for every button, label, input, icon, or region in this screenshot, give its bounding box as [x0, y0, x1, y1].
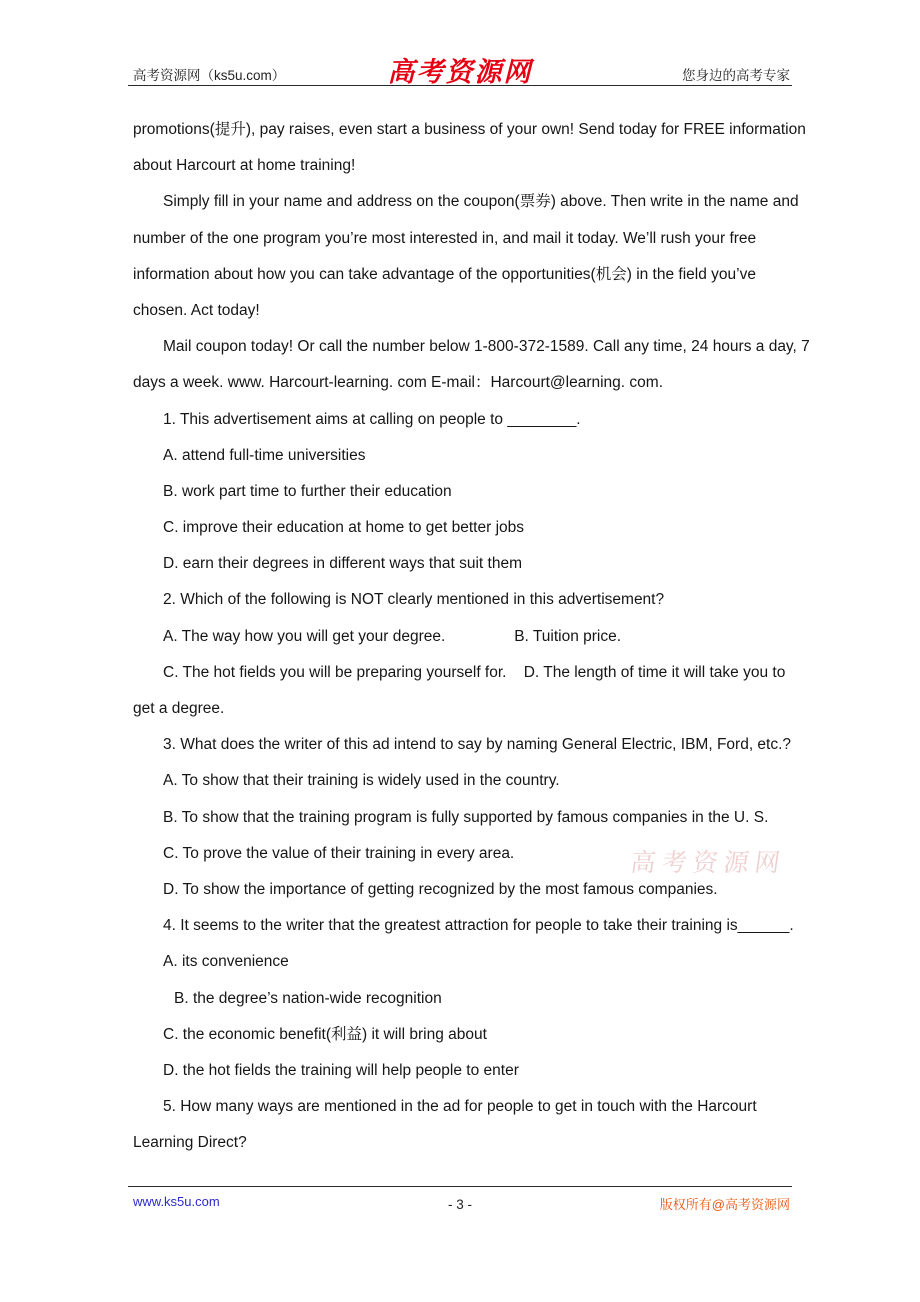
option-line: A. To show that their training is widely used in the country.	[163, 772, 560, 790]
question-line: 2. Which of the following is NOT clearly mentioned in this advertisement?	[163, 591, 665, 609]
text-line: number of the one program you’re most interested in, and mail it today. We’ll rush your free	[133, 229, 757, 247]
option-line: A. attend full-time universities	[163, 446, 366, 464]
text-line: about Harcourt at home training!	[133, 157, 356, 175]
site-logo: 高考资源网	[387, 57, 533, 87]
text-line: days a week. www. Harcourt-learning. com E-mail：Harcourt@learning. com.	[133, 374, 663, 392]
option-line: D. To show the importance of getting recognized by the most famous companies.	[163, 880, 718, 898]
watermark: 高考资源网	[628, 850, 788, 877]
text-line: Simply fill in your name and address on the coupon(票券) above. Then write in the name and	[163, 193, 799, 211]
option-line: B. To show that the training program is fully supported by famous companies in the U. S.	[163, 808, 769, 826]
text-line: promotions(提升), pay raises, even start a business of your own! Send today for FREE information	[133, 121, 806, 138]
header-site-name: 高考资源网（ks5u.com）	[133, 68, 286, 83]
option-line: B. the degree’s nation-wide recognition	[174, 989, 442, 1007]
option-line: D. earn their degrees in different ways that suit them	[163, 555, 522, 573]
question-line: 4. It seems to the writer that the greatest attraction for people to take their training is______.	[163, 917, 794, 935]
text-line: information about how you can take advantage of the opportunities(机会) in the field you’ve	[133, 265, 756, 283]
option-line: D. the hot fields the training will help people to enter	[163, 1061, 519, 1079]
page-number: - 3 -	[447, 1197, 472, 1212]
option-line: B. work part time to further their education	[163, 482, 452, 500]
text-line: Mail coupon today! Or call the number below 1-800-372-1589. Call any time, 24 hours a day, 7	[163, 338, 810, 356]
question-line: 1. This advertisement aims at calling on people to ________.	[163, 410, 581, 428]
option-line: C. improve their education at home to get better jobs	[163, 519, 525, 537]
option-line: C. To prove the value of their training in every area.	[163, 844, 515, 862]
header-divider	[128, 85, 792, 86]
option-line: C. The hot fields you will be preparing yourself for. D. The length of time it will take you to	[163, 663, 786, 681]
question-line: 3. What does the writer of this ad intend to say by naming General Electric, IBM, Ford, etc.?	[163, 736, 792, 754]
option-line: A. its convenience	[163, 953, 289, 971]
question-line: 5. How many ways are mentioned in the ad for people to get in touch with the Harcourt	[163, 1098, 757, 1116]
footer-copyright: 版权所有@高考资源网	[659, 1197, 790, 1212]
document-body	[133, 112, 810, 1161]
option-line: C. the economic benefit(利益) it will bring about	[163, 1025, 487, 1043]
footer-divider	[128, 1186, 792, 1187]
option-line: get a degree.	[133, 700, 225, 717]
text-line: Learning Direct?	[133, 1134, 247, 1152]
footer-site-link[interactable]: www.ks5u.com	[133, 1194, 220, 1209]
option-line: A. The way how you will get your degree. B. Tuition price.	[163, 627, 622, 645]
header-slogan: 您身边的高考专家	[682, 68, 790, 83]
text-line: chosen. Act today!	[133, 301, 260, 319]
